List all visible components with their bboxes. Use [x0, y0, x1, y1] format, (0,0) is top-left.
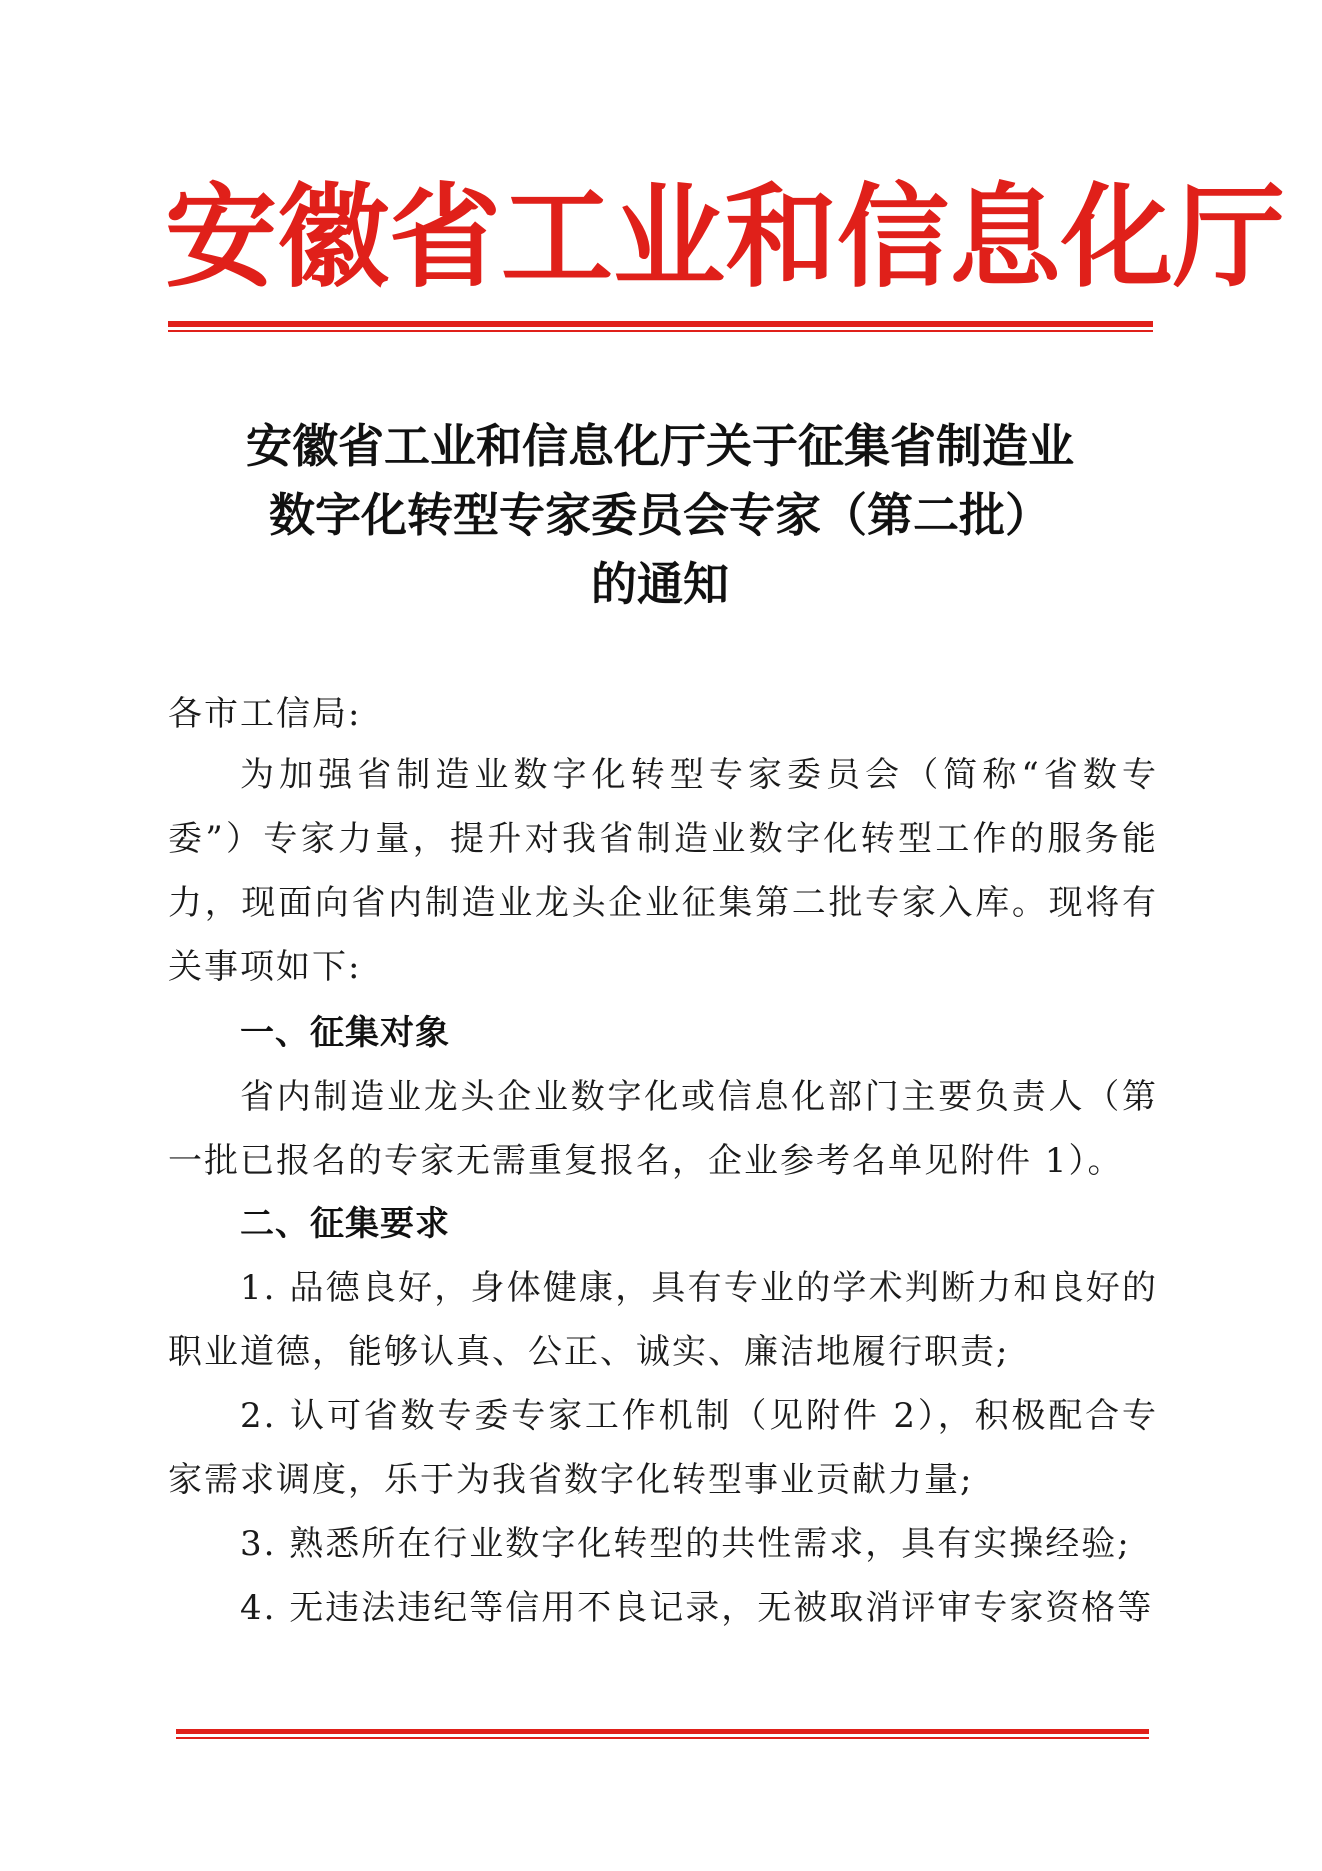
footer-rule-thin — [176, 1737, 1149, 1739]
intro-paragraph: 为加强省制造业数字化转型专家委员会（简称“省数专委”）专家力量，提升对我省制造业数字化转型工作的服务能力，现面向省内制造业龙头企业征集第二批专家入库。现将有关事项如下: — [168, 755, 1158, 987]
requirement-item-4: 4. 无违法违纪等信用不良记录，无被取消评审专家资格等 — [240, 1588, 1154, 1628]
requirement-item-2: 2. 认可省数专委专家工作机制（见附件 2），积极配合专家需求调度，乐于为我省数字化转型事业贡献力量; — [168, 1396, 1158, 1500]
letterhead-rule-thick — [168, 321, 1153, 327]
title-line-3: 的通知 — [591, 557, 729, 611]
title-line-2: 数字化转型专家委员会专家（第二批） — [269, 488, 1051, 542]
salutation: 各市工信局: — [168, 694, 362, 734]
footer-rule-thick — [176, 1729, 1149, 1734]
document-title — [160, 412, 1160, 619]
letterhead-rule-thin — [168, 330, 1153, 332]
section-1-text: 省内制造业龙头企业数字化或信息化部门主要负责人（第一批已报名的专家无需重复报名，企业参考名单见附件 1）。 — [168, 1077, 1158, 1181]
requirement-item-3: 3. 熟悉所在行业数字化转型的共性需求，具有实操经验; — [240, 1524, 1131, 1564]
section-1-heading: 一、征集对象 — [240, 1013, 450, 1053]
title-line-1: 安徽省工业和信息化厅关于征集省制造业 — [246, 419, 1074, 473]
section-2-heading: 二、征集要求 — [240, 1204, 450, 1244]
letterhead-title: 安徽省工业和信息化厅 — [165, 172, 1285, 303]
requirement-item-1: 1. 品德良好，身体健康，具有专业的学术判断力和良好的职业道德，能够认真、公正、诚实、廉洁地履行职责; — [168, 1268, 1158, 1372]
